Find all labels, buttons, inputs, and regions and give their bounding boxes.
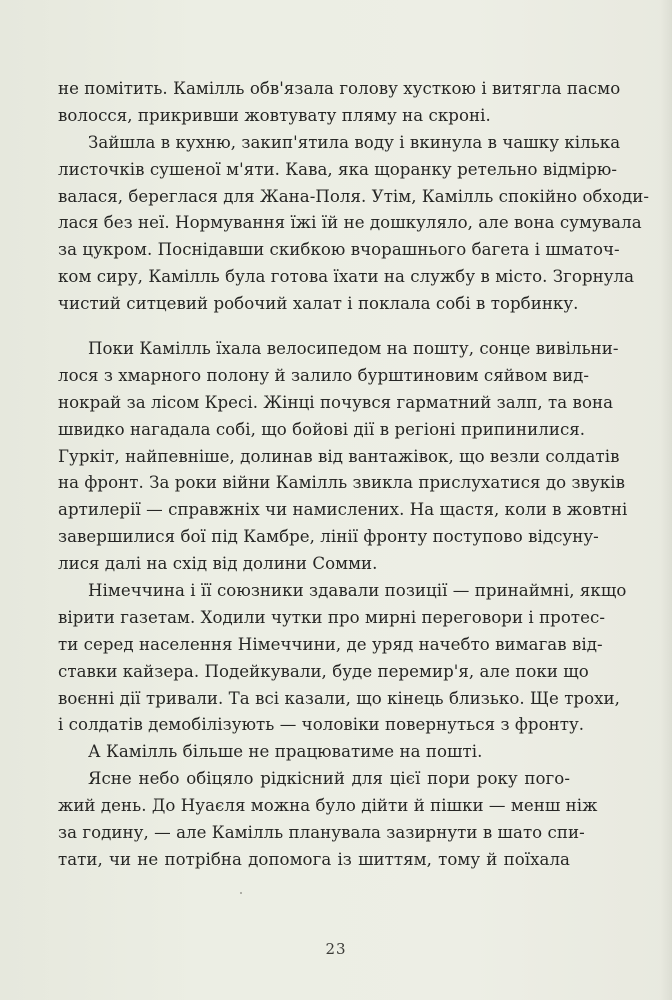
- page-edge-shadow: [660, 0, 672, 1000]
- paragraph: [58, 766, 598, 874]
- text-line: валася, береглася для Жана-Поля. Утім, Камілль спокійно обходи-: [58, 186, 650, 206]
- print-speck: [240, 892, 242, 894]
- text-line: завершилися бої під Камбре, лінії фронту поступово відсуну-: [58, 527, 599, 547]
- paragraph: [58, 76, 621, 130]
- paragraph: [58, 130, 650, 318]
- paragraph: [58, 739, 570, 766]
- text-line: Німеччина і її союзники здавали позиції — принаймні, якщо: [88, 581, 627, 601]
- text-line: нокрай за лісом Кресі. Жінці почувся гарматний залп, та вона: [58, 392, 614, 412]
- text-line: Гуркіт, найпевніше, долинав від вантажівок, що везли солдатів: [58, 446, 620, 466]
- text-line: чистий ситцевий робочий халат і поклала собі в торбинку.: [58, 294, 579, 314]
- text-line: за годину, — але Камілль планувала зазирнути в шато спи-: [58, 823, 585, 843]
- text-line: тати, чи не потрібна допомога із шиттям, тому й поїхала: [58, 849, 570, 869]
- text-line: Ясне небо обіцяло рідкісний для цієї пори року пого-: [88, 769, 570, 789]
- text-line: вірити газетам. Ходили чутки про мирні переговори і протес-: [58, 607, 605, 627]
- text-line: А Камілль більше не працюватиме на пошті.: [88, 742, 483, 762]
- text-line: за цукром. Поснідавши скибкою вчорашнього багета і шматоч-: [58, 240, 620, 260]
- paragraph: [58, 336, 628, 578]
- text-line: ком сиру, Камілль була готова їхати на службу в місто. Згорнула: [58, 267, 635, 287]
- text-line: на фронт. За роки війни Камілль звикла прислухатися до звуків: [58, 473, 625, 493]
- text-line: Поки Камілль їхала велосипедом на пошту, сонце вивільни-: [88, 339, 619, 359]
- text-line: лося з хмарного полону й залило бурштиновим сяйвом вид-: [58, 365, 590, 385]
- text-line: ти серед населення Німеччини, де уряд начебто вимагав від-: [58, 634, 603, 654]
- text-line: і солдатів демобілізують — чоловіки повернуться з фронту.: [58, 715, 585, 735]
- text-line: ставки кайзера. Подейкували, буде перемир'я, але поки що: [58, 661, 589, 681]
- section-break: [58, 318, 570, 336]
- page-number: 23: [325, 940, 347, 958]
- text-line: не помітить. Камілль обв'язала голову хусткою і витягла пасмо: [58, 79, 621, 98]
- text-line: лася без неї. Нормування їжі їй не дошкуляло, але вона сумувала: [58, 213, 642, 233]
- text-line: лися далі на схід від долини Сомми.: [58, 554, 378, 574]
- text-line: жий день. До Нуаєля можна було дійти й пішки — менш ніж: [58, 796, 598, 816]
- text-line: артилерії — справжніх чи намислених. На щастя, коли в жовтні: [58, 500, 628, 520]
- text-line: волосся, прикривши жовтувату пляму на скроні.: [58, 105, 491, 125]
- text-line: швидко нагадала собі, що бойові дії в регіоні припинилися.: [58, 419, 586, 439]
- text-line: воєнні дії тривали. Та всі казали, що кінець близько. Ще трохи,: [58, 688, 620, 708]
- paragraph-container: [58, 76, 650, 874]
- text-line: Зайшла в кухню, закип'ятила воду і вкинула в чашку кілька: [88, 132, 621, 152]
- paragraph: [58, 578, 627, 739]
- text-line: листочків сушеної м'яти. Кава, яка щоранку ретельно відмірю-: [58, 159, 618, 179]
- body-text: [58, 76, 650, 874]
